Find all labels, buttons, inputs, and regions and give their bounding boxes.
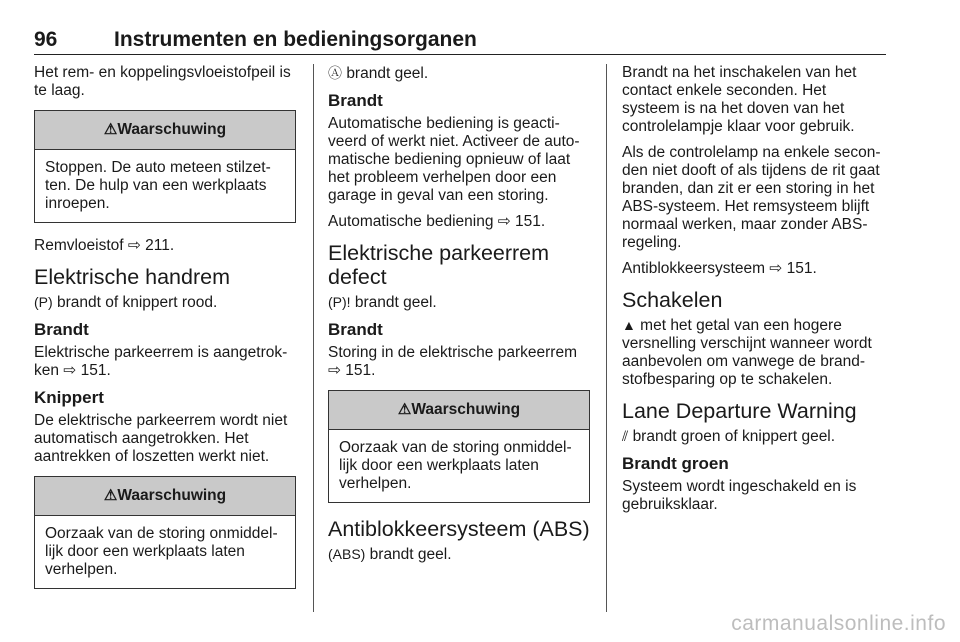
section-heading: Schakelen: [622, 288, 723, 312]
paragraph: Systeem wordt ingeschakeld en is gebruiksklaar.: [622, 478, 857, 513]
paragraph: Storing in de elektrische parkeerrem ⇨ 151.: [328, 344, 577, 379]
column-1: [34, 64, 296, 603]
paragraph: brandt geel.: [369, 546, 452, 563]
warning-box: [328, 390, 590, 503]
warning-icon: ⚠: [103, 487, 118, 504]
paragraph: Automatische bediening ⇨ 151.: [328, 213, 546, 230]
paragraph: Remvloeistof ⇨ 211.: [34, 237, 175, 254]
lane-departure-icon: ⫽: [622, 428, 629, 444]
page-number: 96: [34, 28, 58, 51]
section-heading: Elektrische parkeerrem defect: [328, 241, 550, 289]
subheading: Brandt groen: [622, 454, 729, 473]
subheading: Knippert: [34, 388, 104, 407]
paragraph: brandt geel.: [354, 294, 437, 311]
warning-title: Waarschuwing: [117, 487, 227, 504]
subheading: Brandt: [34, 320, 89, 339]
paragraph: brandt geel.: [346, 65, 429, 82]
warning-text: Stoppen. De auto meteen stilzetten. De hulp van een werkplaats inroepen.: [45, 159, 271, 212]
abs-icon: (ABS): [328, 546, 366, 562]
warning-text: Oorzaak van de storing onmiddellijk door een werkplaats laten verhelpen.: [339, 439, 572, 492]
column-divider: [313, 64, 314, 612]
column-divider: [606, 64, 607, 612]
section-heading: Lane Departure Warning: [622, 399, 857, 423]
warning-title: Waarschuwing: [411, 401, 521, 418]
auto-hold-icon: Ⓐ: [328, 65, 342, 81]
column-2: [328, 64, 590, 572]
paragraph: De elektrische parkeerrem wordt niet automatisch aangetrokken. Het aantrekken of loszetten werkt niet.: [34, 412, 288, 465]
parking-brake-fault-icon: (P)!: [328, 294, 351, 310]
warning-header: [35, 477, 295, 516]
paragraph: met het getal van een hogere versnelling verschijnt wanneer wordt aanbevolen om vanwege de brandstofbesparing op te schakelen.: [622, 317, 872, 388]
warning-header: [35, 111, 295, 150]
subheading: Brandt: [328, 91, 383, 110]
warning-title: Waarschuwing: [117, 121, 227, 138]
paragraph: Antiblokkeersysteem ⇨ 151.: [622, 260, 817, 277]
column-3: [622, 64, 886, 522]
warning-header: [329, 391, 589, 430]
paragraph: Automatische bediening is geactiveerd of werkt niet. Activeer de automatische bediening opnieuw of laat het probleem verhelpen door een garage in geval van een storing.: [328, 115, 580, 204]
paragraph: brandt groen of knippert geel.: [632, 428, 836, 445]
warning-box: [34, 110, 296, 223]
warning-text: Oorzaak van de storing onmiddellijk door een werkplaats laten verhelpen.: [45, 525, 278, 578]
chapter-title: Instrumenten en bedieningsorganen: [114, 28, 477, 51]
watermark: carmanualsonline.info: [731, 612, 946, 635]
paragraph: Brandt na het inschakelen van het contact enkele seconden. Het systeem is na het doven van het controlelampje klaar voor gebruik.: [622, 64, 857, 135]
paragraph: Het rem- en koppelingsvloeistofpeil is te laag.: [34, 64, 291, 99]
warning-box: [34, 476, 296, 589]
section-heading: Antiblokkeersysteem (ABS): [328, 517, 590, 541]
paragraph: Elektrische parkeerrem is aangetrokken ⇨ 151.: [34, 344, 288, 379]
paragraph: brandt of knippert rood.: [56, 294, 218, 311]
warning-icon: ⚠: [397, 401, 412, 418]
subheading: Brandt: [328, 320, 383, 339]
parking-brake-icon: (P): [34, 294, 53, 310]
page-header: [34, 26, 886, 55]
warning-icon: ⚠: [103, 121, 118, 138]
section-heading: Elektrische handrem: [34, 265, 230, 289]
paragraph: Als de controlelamp na enkele seconden niet dooft of als tijdens de rit gaat branden, dan zit er een storing in het ABS-systeem. Het remsysteem blijft normaal werken, maar zonder ABS-regeling.: [622, 144, 881, 251]
shift-up-icon: ▲: [622, 317, 636, 333]
